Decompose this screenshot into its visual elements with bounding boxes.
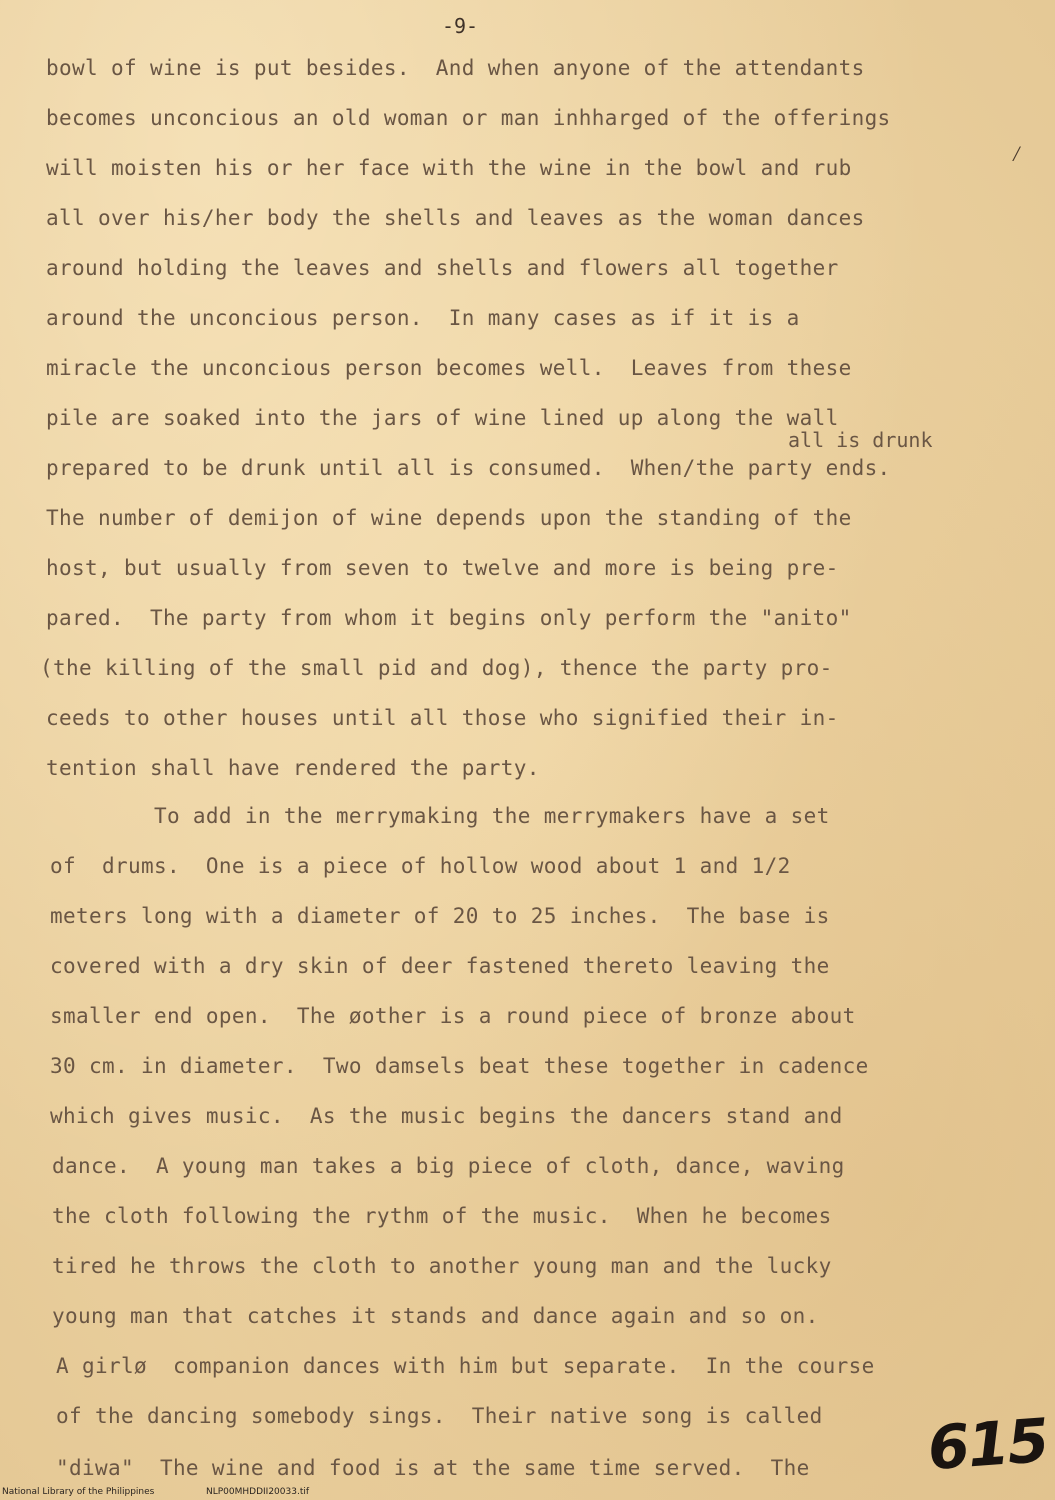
text-line: bowl of wine is put besides. And when anyone of the attendants: [46, 56, 865, 80]
text-line: will moisten his or her face with the wine in the bowl and rub: [46, 156, 852, 180]
text-line: To add in the merrymaking the merrymakers have a set: [50, 804, 830, 828]
text-line: pared. The party from whom it begins only perform the "anito": [46, 606, 852, 630]
handwritten-folio-number: 615: [925, 1405, 1050, 1485]
text-line: tention shall have rendered the party.: [46, 756, 540, 780]
page-number: -9-: [441, 14, 479, 38]
text-line: tired he throws the cloth to another young man and the lucky: [52, 1254, 832, 1278]
text-line: the cloth following the rythm of the music. When he becomes: [52, 1204, 832, 1228]
interlinear-insertion: all is drunk: [788, 428, 933, 452]
text-line: covered with a dry skin of deer fastened thereto leaving the: [50, 954, 830, 978]
text-line: miracle the unconcious person becomes well. Leaves from these: [46, 356, 852, 380]
text-line: (the killing of the small pid and dog), thence the party pro-: [40, 656, 833, 680]
text-line: The number of demijon of wine depends upon the standing of the: [46, 506, 852, 530]
text-line: smaller end open. The øother is a round piece of bronze about: [50, 1004, 856, 1028]
text-line: around holding the leaves and shells and flowers all together: [46, 256, 839, 280]
text-line: around the unconcious person. In many cases as if it is a: [46, 306, 800, 330]
margin-correction-mark: ⁄: [1010, 142, 1024, 167]
text-line: of the dancing somebody sings. Their native song is called: [56, 1404, 823, 1428]
text-line: dance. A young man takes a big piece of cloth, dance, waving: [52, 1154, 845, 1178]
text-line: meters long with a diameter of 20 to 25 inches. The base is: [50, 904, 830, 928]
text-line: host, but usually from seven to twelve and more is being pre-: [46, 556, 839, 580]
text-line: 30 cm. in diameter. Two damsels beat these together in cadence: [50, 1054, 869, 1078]
text-line: pile are soaked into the jars of wine lined up along the wall: [46, 406, 839, 430]
text-line: "diwa" The wine and food is at the same time served. The: [56, 1456, 810, 1480]
text-line: becomes unconcious an old woman or man inhharged of the offerings: [46, 106, 891, 130]
text-line: A girlø companion dances with him but separate. In the course: [56, 1354, 875, 1378]
text-line: of drums. One is a piece of hollow wood about 1 and 1/2: [50, 854, 791, 878]
text-line: ceeds to other houses until all those who signified their in-: [46, 706, 839, 730]
archive-footer-filename: NLP00MHDDII20033.tif: [206, 1487, 310, 1497]
text-line: young man that catches it stands and dance again and so on.: [52, 1304, 819, 1328]
text-line: which gives music. As the music begins the dancers stand and: [50, 1104, 843, 1128]
text-line: prepared to be drunk until all is consumed. When/the party ends.: [46, 456, 891, 480]
text-line: all over his/her body the shells and leaves as the woman dances: [46, 206, 865, 230]
archive-footer-credit: National Library of the Philippines: [2, 1487, 155, 1497]
